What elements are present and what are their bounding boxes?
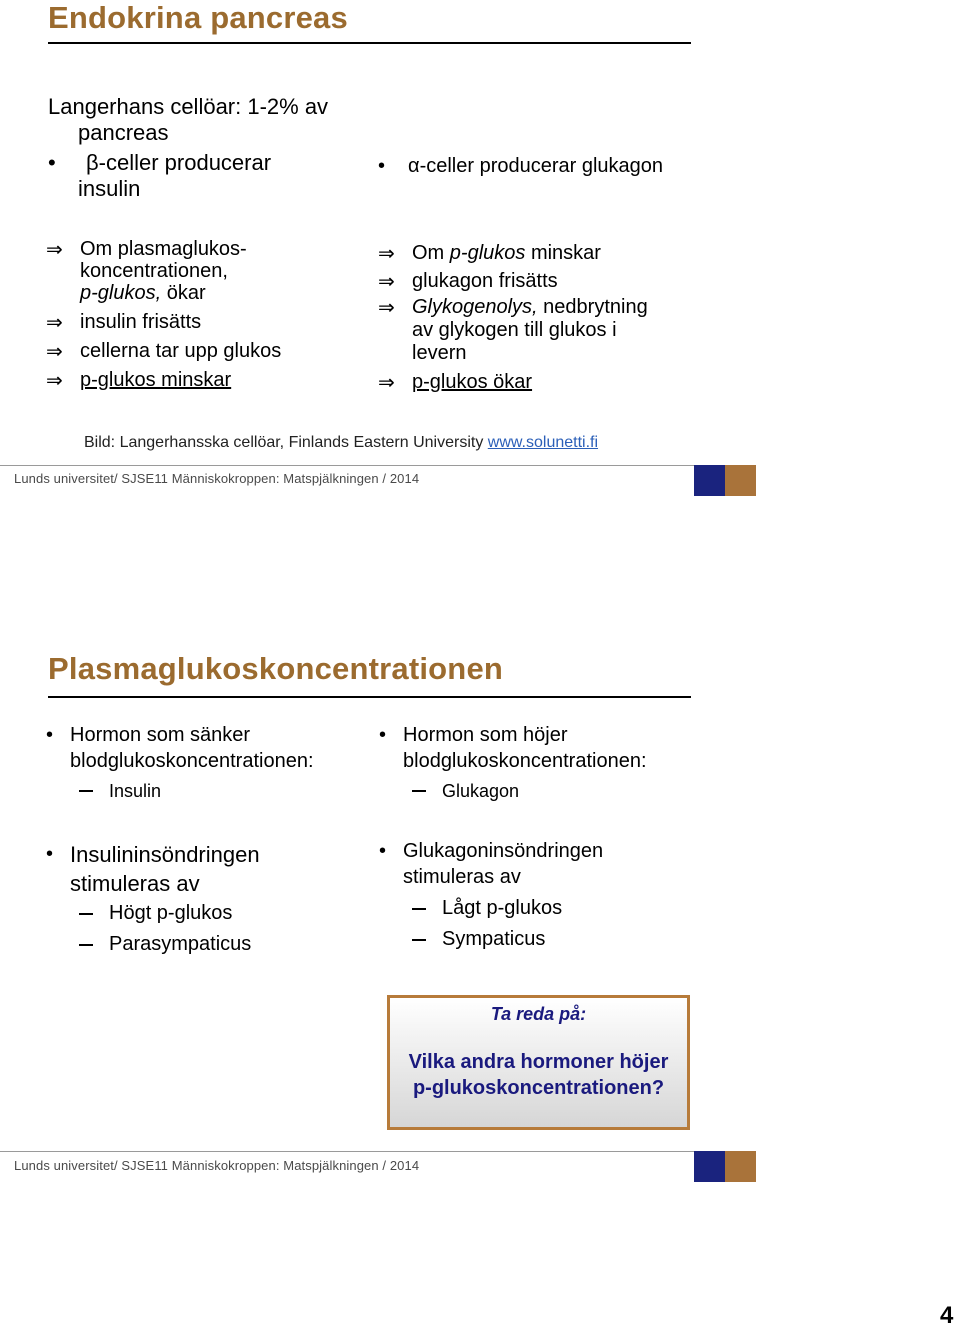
left-arrow-list — [46, 237, 360, 393]
right-arrow-3-line-2: av glykogen till glukos i — [412, 319, 617, 341]
slide1-footer: Lunds universitet/ SJSE11 Människokroppen: Matspjälkningen / 2014 — [14, 471, 420, 486]
left-arrow-3-text: cellerna tar upp glukos — [80, 340, 282, 362]
beta-line-1: β-celler producerar — [86, 150, 272, 175]
callout-question — [390, 1049, 687, 1101]
left-arrow-item-4 — [46, 367, 360, 393]
intro-line-1: Langerhans cellöar: 1-2% av — [48, 94, 329, 119]
left-b2-sub-2-text: Parasympaticus — [109, 933, 252, 955]
left-b1-sub-text: Insulin — [109, 781, 162, 801]
right-arrow-3-line-1 — [412, 296, 702, 319]
right-arrow-2-text: glukagon frisätts — [412, 270, 558, 292]
caption-text: Bild: Langerhansska cellöar, Finlands Eastern University — [84, 434, 488, 451]
left-b2-sub-1-text: Högt p-glukos — [109, 902, 233, 924]
left-b1-line-1: Hormon som sänker — [70, 724, 251, 746]
bullet-dot: • — [46, 843, 54, 865]
left-b2-sub-2 — [109, 929, 370, 960]
slide1-intro — [48, 94, 328, 146]
right-arrow-1-post: minskar — [525, 242, 601, 264]
right-b1-line-1: Hormon som höjer — [403, 724, 568, 746]
implies-arrow-icon: ⇒ — [378, 241, 395, 265]
left-arrow-1-italic: p-glukos, — [80, 282, 162, 304]
right-arrow-3-post: nedbrytning — [537, 296, 648, 318]
left-arrow-1-line-1: Om plasmaglukos- — [80, 238, 247, 260]
right-arrow-item-3 — [378, 295, 702, 365]
alpha-line: α-celler producerar glukagon — [408, 155, 664, 177]
callout-line-2: p-glukoskoncentrationen? — [412, 1077, 665, 1099]
left-b2-line-1: Insulininsöndringen — [70, 842, 260, 867]
right-b1-line-2: blodglukoskoncentrationen: — [403, 750, 647, 772]
right-hormone-bullet — [379, 722, 703, 804]
left-arrow-1-line-2: koncentrationen, — [80, 260, 228, 282]
implies-arrow-icon: ⇒ — [46, 237, 63, 261]
beta-cell-bullet — [48, 150, 272, 202]
slide2-title: Plasmaglukoskoncentrationen — [48, 651, 504, 686]
beta-line-2: insulin — [78, 176, 141, 201]
implies-arrow-icon: ⇒ — [46, 310, 63, 334]
left-b2-sub-1 — [109, 898, 370, 929]
left-arrow-item-1 — [46, 237, 360, 304]
footer-logo-brown-square — [725, 465, 756, 496]
dash-marker — [79, 913, 93, 915]
right-b2-sub-2 — [442, 924, 703, 955]
image-caption — [84, 434, 598, 452]
right-arrow-3-italic: Glykogenolys, — [412, 296, 538, 318]
slide2-footer: Lunds universitet/ SJSE11 Människokroppen: Matspjälkningen / 2014 — [14, 1158, 420, 1173]
slide1-title-rule — [48, 42, 691, 44]
bullet-dot: • — [379, 724, 387, 746]
slide2-title-rule — [48, 696, 691, 698]
dash-marker — [412, 908, 426, 910]
right-arrow-1-italic: p-glukos — [449, 242, 526, 264]
left-hormone-bullet — [46, 722, 370, 804]
caption-link[interactable]: www.solunetti.fi — [487, 434, 599, 451]
right-b2-line-2: stimuleras av — [403, 866, 521, 888]
right-arrow-3-line-3: levern — [412, 342, 467, 364]
footer-logo-brown-square — [725, 1151, 756, 1182]
right-stimulus-bullet — [379, 838, 703, 955]
right-arrow-1-pre: Om — [412, 242, 450, 264]
implies-arrow-icon: ⇒ — [378, 295, 395, 319]
slide1-title: Endokrina pancreas — [48, 0, 348, 35]
slide1-footer-rule — [0, 465, 694, 466]
implies-arrow-icon: ⇒ — [378, 269, 395, 293]
bullet-dot: • — [48, 150, 56, 175]
left-arrow-item-2 — [46, 309, 360, 335]
left-stimulus-bullet — [46, 840, 370, 960]
bullet-dot: • — [379, 840, 387, 862]
implies-arrow-icon: ⇒ — [378, 370, 395, 394]
right-b2-sub-2-text: Sympaticus — [442, 928, 546, 950]
right-b2-line-1: Glukagoninsöndringen — [403, 840, 604, 862]
dash-marker — [412, 939, 426, 941]
dash-marker — [79, 790, 93, 792]
left-arrow-item-3 — [46, 338, 360, 364]
left-b1-sub — [109, 778, 370, 804]
left-arrow-1-tail: ökar — [161, 282, 206, 304]
left-arrow-4-text: p-glukos minskar — [80, 369, 232, 391]
alpha-cell-bullet — [378, 153, 664, 179]
slide2-footer-rule — [0, 1151, 694, 1152]
callout-line-1: Vilka andra hormoner höjer — [408, 1051, 669, 1073]
right-arrow-4-text: p-glukos ökar — [412, 371, 533, 393]
left-b1-line-2: blodglukoskoncentrationen: — [70, 750, 314, 772]
right-b2-sub-1 — [442, 893, 703, 924]
right-b1-sub-text: Glukagon — [442, 781, 520, 801]
task-callout-box — [387, 995, 690, 1130]
right-arrow-item-4 — [378, 369, 702, 395]
left-arrow-1-line-3 — [80, 282, 360, 304]
right-arrow-item-1 — [378, 240, 702, 266]
callout-heading: Ta reda på: — [490, 1004, 587, 1024]
dash-marker — [79, 944, 93, 946]
footer-logo-blue-square — [694, 465, 725, 496]
implies-arrow-icon: ⇒ — [46, 339, 63, 363]
footer-logo-blue-square — [694, 1151, 725, 1182]
left-b2-line-2: stimuleras av — [70, 871, 200, 896]
right-b2-sub-1-text: Lågt p-glukos — [442, 897, 563, 919]
bullet-dot: • — [46, 724, 54, 746]
right-arrow-list — [378, 240, 702, 395]
bullet-dot: • — [378, 155, 386, 177]
intro-line-2: pancreas — [78, 120, 169, 145]
left-arrow-2-text: insulin frisätts — [80, 311, 202, 333]
right-b1-sub — [442, 778, 703, 804]
right-arrow-item-2 — [378, 268, 702, 294]
page-number: 4 — [940, 1302, 954, 1329]
dash-marker — [412, 790, 426, 792]
implies-arrow-icon: ⇒ — [46, 368, 63, 392]
